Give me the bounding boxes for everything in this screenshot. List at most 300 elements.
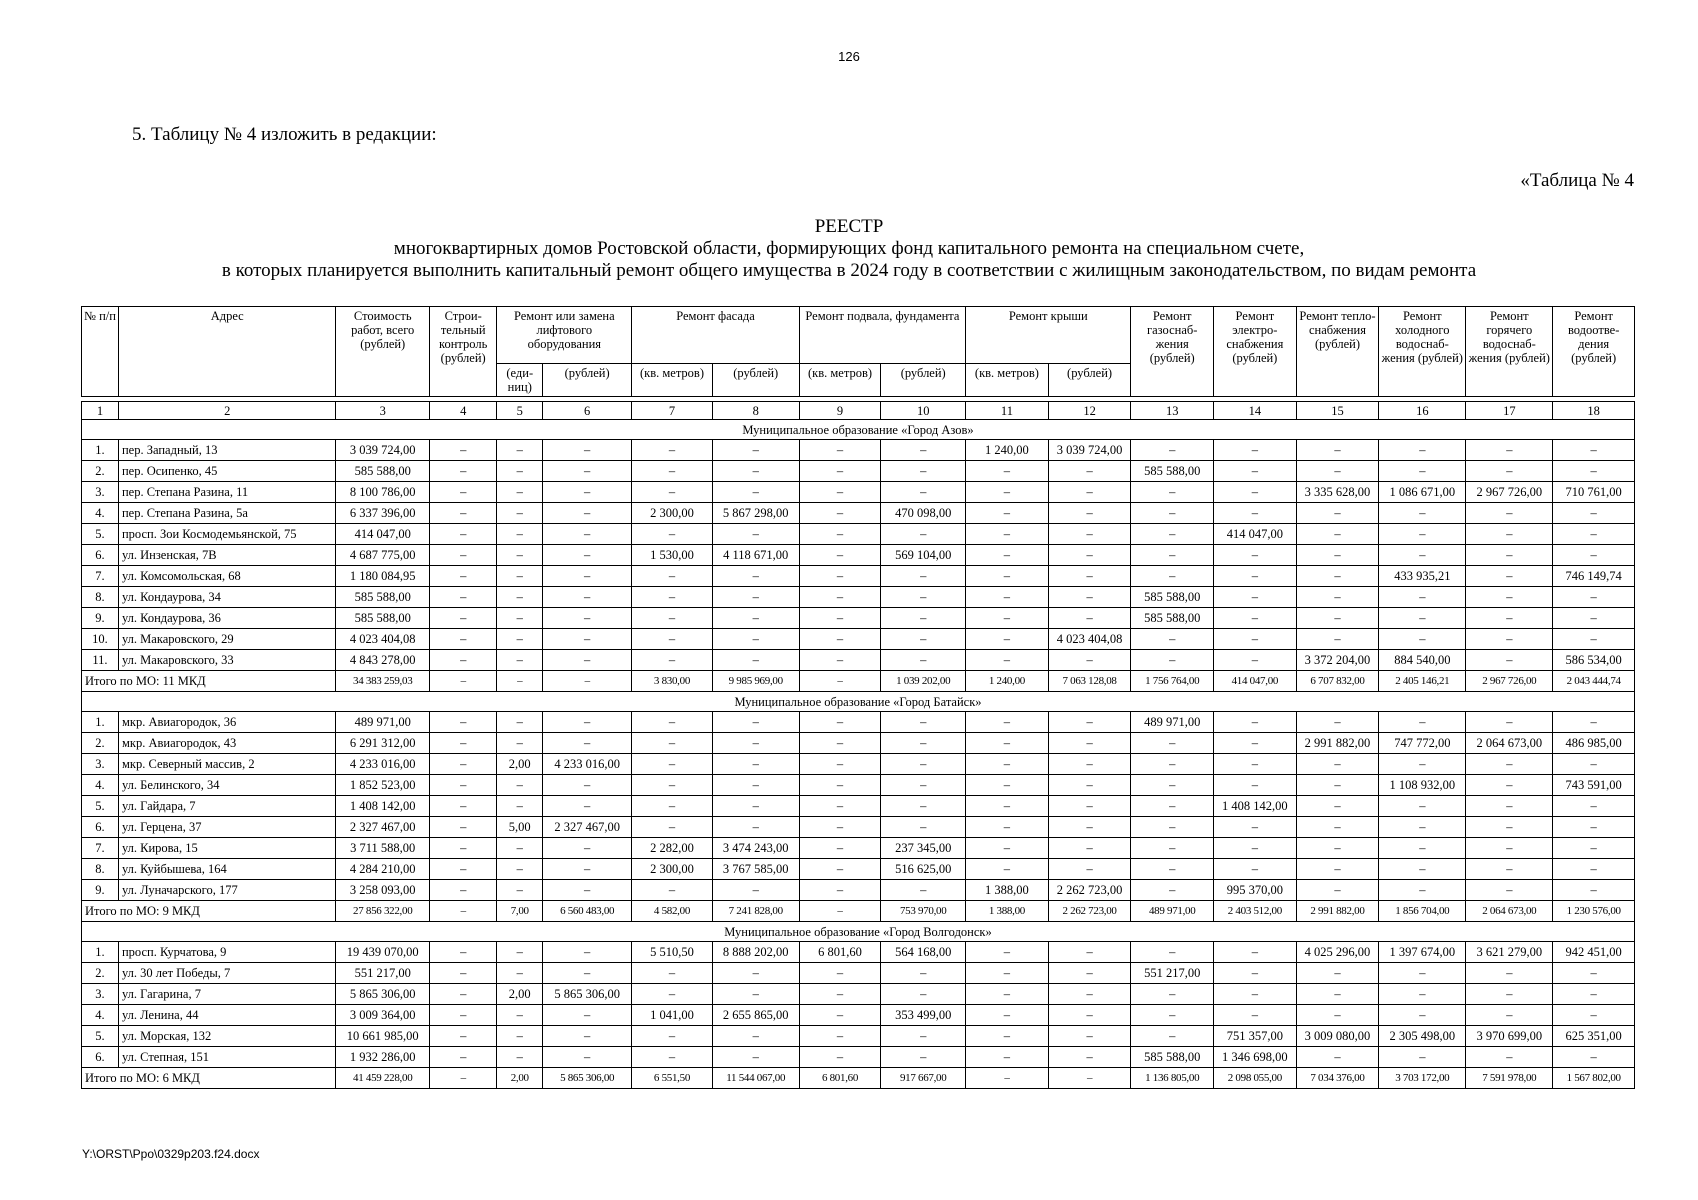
total-value: 1 388,00: [966, 901, 1049, 922]
row-value: –: [799, 1005, 881, 1026]
row-value: –: [429, 775, 496, 796]
section-title: Муниципальное образование «Город Азов»: [82, 420, 1635, 440]
row-value: –: [429, 796, 496, 817]
row-address: пер. Осипенко, 45: [118, 461, 336, 482]
total-value: 7 034 376,00: [1296, 1068, 1379, 1089]
row-value: –: [632, 650, 712, 671]
row-value: –: [1131, 566, 1214, 587]
header-address: Адрес: [118, 307, 336, 397]
total-value: 2 991 882,00: [1296, 901, 1379, 922]
row-number: 3.: [82, 482, 119, 503]
row-value: –: [1048, 963, 1131, 984]
row-value: –: [1214, 817, 1297, 838]
row-value: –: [632, 712, 712, 733]
row-value: –: [1048, 942, 1131, 963]
row-value: –: [1553, 608, 1635, 629]
row-value: –: [1131, 650, 1214, 671]
row-address: ул. Ленина, 44: [118, 1005, 336, 1026]
row-value: –: [1214, 440, 1297, 461]
row-value: –: [543, 545, 632, 566]
row-value: 1 852 523,00: [336, 775, 430, 796]
row-value: –: [632, 963, 712, 984]
row-value: –: [632, 796, 712, 817]
header-basement-sqm: (кв. метров): [799, 364, 881, 397]
row-value: 942 451,00: [1553, 942, 1635, 963]
section-title: Муниципальное образование «Город Батайск»: [82, 692, 1635, 712]
table-row: [82, 838, 1635, 859]
row-value: –: [1553, 817, 1635, 838]
row-value: 585 588,00: [1131, 1047, 1214, 1068]
row-value: –: [712, 461, 799, 482]
row-value: 586 534,00: [1553, 650, 1635, 671]
row-value: –: [543, 650, 632, 671]
row-value: –: [497, 963, 543, 984]
row-value: –: [1466, 775, 1553, 796]
row-value: 19 439 070,00: [336, 942, 430, 963]
total-value: 2 064 673,00: [1466, 901, 1553, 922]
row-address: пер. Степана Разина, 11: [118, 482, 336, 503]
total-value: 3 830,00: [632, 671, 712, 692]
row-value: –: [1214, 754, 1297, 775]
row-value: –: [1048, 796, 1131, 817]
row-value: 551 217,00: [1131, 963, 1214, 984]
row-value: –: [1048, 524, 1131, 545]
section-total-row: [82, 1068, 1635, 1089]
title-line-2: многоквартирных домов Ростовской области, формирующих фонд капитального ремонта на специальном счете,: [393, 238, 1305, 259]
row-value: 2 967 726,00: [1466, 482, 1553, 503]
table-row: [82, 1005, 1635, 1026]
row-number: 1.: [82, 440, 119, 461]
row-value: –: [712, 775, 799, 796]
row-number: 9.: [82, 880, 119, 901]
row-value: –: [543, 1026, 632, 1047]
title-line-1: РЕЕСТР: [814, 216, 884, 237]
row-value: 5,00: [497, 817, 543, 838]
table-row: [82, 608, 1635, 629]
row-value: –: [543, 838, 632, 859]
column-number: 17: [1466, 402, 1553, 420]
row-value: –: [1553, 629, 1635, 650]
total-value: 6 560 483,00: [543, 901, 632, 922]
row-value: –: [429, 838, 496, 859]
row-value: –: [1296, 440, 1379, 461]
row-value: –: [1048, 650, 1131, 671]
row-value: –: [543, 587, 632, 608]
row-value: –: [712, 440, 799, 461]
row-value: –: [966, 1005, 1049, 1026]
total-value: 7 241 828,00: [712, 901, 799, 922]
total-value: –: [429, 1068, 496, 1089]
row-value: –: [881, 524, 966, 545]
row-value: –: [799, 984, 881, 1005]
row-value: –: [1466, 838, 1553, 859]
section-total-row: [82, 901, 1635, 922]
row-value: –: [1296, 754, 1379, 775]
total-value: 1 567 802,00: [1553, 1068, 1635, 1089]
row-value: –: [799, 1026, 881, 1047]
row-value: 1 408 142,00: [336, 796, 430, 817]
table-header: [82, 307, 1635, 397]
row-value: –: [1048, 712, 1131, 733]
row-value: 1 240,00: [966, 440, 1049, 461]
row-value: –: [966, 963, 1049, 984]
row-value: 585 588,00: [336, 587, 430, 608]
row-value: –: [1379, 524, 1466, 545]
row-value: –: [1379, 629, 1466, 650]
table-row: [82, 880, 1635, 901]
column-number: 3: [336, 402, 430, 420]
row-value: 585 588,00: [1131, 608, 1214, 629]
row-value: –: [712, 1047, 799, 1068]
row-value: –: [1296, 880, 1379, 901]
row-value: –: [543, 796, 632, 817]
table-row: [82, 545, 1635, 566]
row-value: –: [1553, 503, 1635, 524]
row-value: –: [1131, 440, 1214, 461]
row-value: –: [1131, 1026, 1214, 1047]
row-value: –: [1296, 1005, 1379, 1026]
row-value: –: [966, 859, 1049, 880]
row-value: –: [712, 608, 799, 629]
header-control: Строи-тельный контроль (рублей): [429, 307, 496, 397]
row-value: 1 180 084,95: [336, 566, 430, 587]
row-number: 2.: [82, 461, 119, 482]
header-basement: Ремонт подвала, фундамента: [799, 307, 965, 364]
total-value: –: [1048, 1068, 1131, 1089]
total-value: 1 756 764,00: [1131, 671, 1214, 692]
row-number: 6.: [82, 545, 119, 566]
row-value: –: [429, 503, 496, 524]
row-value: –: [497, 880, 543, 901]
row-value: –: [712, 796, 799, 817]
row-value: –: [1379, 503, 1466, 524]
total-value: 2 043 444,74: [1553, 671, 1635, 692]
row-value: –: [881, 1026, 966, 1047]
row-value: 6 801,60: [799, 942, 881, 963]
row-value: –: [966, 461, 1049, 482]
row-value: 569 104,00: [881, 545, 966, 566]
row-value: –: [1466, 587, 1553, 608]
row-value: –: [1214, 712, 1297, 733]
row-value: 4 023 404,08: [336, 629, 430, 650]
table-body: [82, 397, 1635, 1089]
table-row: [82, 503, 1635, 524]
row-address: ул. Куйбышева, 164: [118, 859, 336, 880]
row-value: –: [632, 754, 712, 775]
row-number: 8.: [82, 859, 119, 880]
row-number: 4.: [82, 775, 119, 796]
row-value: –: [497, 1005, 543, 1026]
row-value: –: [966, 629, 1049, 650]
row-value: 489 971,00: [336, 712, 430, 733]
intro-text: 5. Таблицу № 4 изложить в редакции:: [132, 124, 437, 145]
row-value: –: [712, 587, 799, 608]
row-value: –: [1296, 545, 1379, 566]
document-title: [0, 216, 1698, 282]
row-value: –: [429, 859, 496, 880]
row-address: ул. Гагарина, 7: [118, 984, 336, 1005]
row-value: –: [881, 880, 966, 901]
column-number: 9: [799, 402, 881, 420]
row-value: –: [632, 1026, 712, 1047]
row-value: –: [799, 775, 881, 796]
row-value: –: [1048, 859, 1131, 880]
row-value: –: [1553, 838, 1635, 859]
column-number: 10: [881, 402, 966, 420]
row-value: –: [881, 440, 966, 461]
row-value: –: [1553, 796, 1635, 817]
row-value: –: [966, 838, 1049, 859]
column-number: 14: [1214, 402, 1297, 420]
row-value: –: [1214, 503, 1297, 524]
header-lift: Ремонт или замена лифтового оборудования: [497, 307, 632, 364]
row-value: –: [1214, 838, 1297, 859]
row-value: –: [1214, 566, 1297, 587]
row-value: –: [543, 1005, 632, 1026]
row-address: ул. Макаровского, 29: [118, 629, 336, 650]
column-number: 2: [118, 402, 336, 420]
row-value: –: [1466, 817, 1553, 838]
row-value: –: [799, 566, 881, 587]
table-row: [82, 482, 1635, 503]
row-value: –: [1296, 1047, 1379, 1068]
row-value: –: [543, 963, 632, 984]
row-value: –: [1466, 545, 1553, 566]
header-heat: Ремонт тепло-снабжения (рублей): [1296, 307, 1379, 397]
row-value: –: [1131, 754, 1214, 775]
row-value: 1 397 674,00: [1379, 942, 1466, 963]
total-value: –: [543, 671, 632, 692]
row-address: ул. Кирова, 15: [118, 838, 336, 859]
row-value: –: [497, 712, 543, 733]
row-value: –: [1131, 503, 1214, 524]
row-value: –: [966, 482, 1049, 503]
row-value: –: [1131, 545, 1214, 566]
row-value: –: [1048, 503, 1131, 524]
row-value: –: [1553, 1047, 1635, 1068]
row-value: –: [1379, 817, 1466, 838]
row-value: –: [1296, 984, 1379, 1005]
row-value: 4 023 404,08: [1048, 629, 1131, 650]
row-value: 4 284 210,00: [336, 859, 430, 880]
table-row: [82, 963, 1635, 984]
row-value: 2 300,00: [632, 859, 712, 880]
row-value: 3 767 585,00: [712, 859, 799, 880]
row-value: –: [881, 796, 966, 817]
row-value: –: [712, 524, 799, 545]
row-value: –: [712, 817, 799, 838]
table-row: [82, 629, 1635, 650]
total-value: 2 967 726,00: [1466, 671, 1553, 692]
total-value: 4 582,00: [632, 901, 712, 922]
row-value: –: [966, 1026, 1049, 1047]
row-value: 489 971,00: [1131, 712, 1214, 733]
row-value: –: [429, 754, 496, 775]
row-value: –: [1466, 1047, 1553, 1068]
row-address: ул. Морская, 132: [118, 1026, 336, 1047]
row-value: –: [543, 524, 632, 545]
row-value: –: [881, 461, 966, 482]
row-value: –: [1296, 859, 1379, 880]
total-label: Итого по МО: 9 МКД: [82, 901, 336, 922]
row-value: 8 100 786,00: [336, 482, 430, 503]
row-value: 3 621 279,00: [1466, 942, 1553, 963]
row-address: ул. Степная, 151: [118, 1047, 336, 1068]
row-value: –: [543, 461, 632, 482]
header-facade: Ремонт фасада: [632, 307, 799, 364]
total-value: 2 098 055,00: [1214, 1068, 1297, 1089]
row-value: –: [799, 608, 881, 629]
row-value: –: [1379, 880, 1466, 901]
row-value: –: [881, 482, 966, 503]
row-value: –: [429, 650, 496, 671]
row-value: –: [1048, 754, 1131, 775]
row-value: –: [429, 1047, 496, 1068]
row-value: –: [799, 650, 881, 671]
row-value: –: [966, 796, 1049, 817]
header-facade-sqm: (кв. метров): [632, 364, 712, 397]
row-value: 747 772,00: [1379, 733, 1466, 754]
row-value: –: [1296, 796, 1379, 817]
row-value: –: [543, 880, 632, 901]
row-value: –: [799, 587, 881, 608]
row-value: –: [429, 629, 496, 650]
row-value: 3 009 364,00: [336, 1005, 430, 1026]
row-value: –: [881, 650, 966, 671]
row-value: –: [1553, 754, 1635, 775]
row-number: 3.: [82, 754, 119, 775]
row-number: 7.: [82, 838, 119, 859]
row-value: –: [1214, 629, 1297, 650]
row-value: –: [966, 566, 1049, 587]
total-value: 1 039 202,00: [881, 671, 966, 692]
row-value: –: [543, 712, 632, 733]
column-number: 12: [1048, 402, 1131, 420]
row-value: –: [1466, 629, 1553, 650]
row-value: –: [429, 587, 496, 608]
row-value: –: [712, 629, 799, 650]
row-address: ул. Макаровского, 33: [118, 650, 336, 671]
row-value: 6 291 312,00: [336, 733, 430, 754]
row-value: –: [1466, 650, 1553, 671]
total-value: –: [497, 671, 543, 692]
row-value: 5 865 306,00: [336, 984, 430, 1005]
table-row: [82, 984, 1635, 1005]
row-value: –: [799, 503, 881, 524]
row-value: –: [497, 1047, 543, 1068]
row-value: –: [632, 440, 712, 461]
row-value: 5 867 298,00: [712, 503, 799, 524]
row-value: –: [1048, 545, 1131, 566]
row-value: –: [881, 712, 966, 733]
row-value: –: [966, 545, 1049, 566]
row-value: 237 345,00: [881, 838, 966, 859]
row-value: –: [1553, 963, 1635, 984]
row-value: –: [712, 754, 799, 775]
row-value: –: [1214, 608, 1297, 629]
row-value: –: [429, 817, 496, 838]
row-value: 1 932 286,00: [336, 1047, 430, 1068]
row-number: 2.: [82, 733, 119, 754]
row-value: –: [712, 566, 799, 587]
row-value: 2 064 673,00: [1466, 733, 1553, 754]
row-value: –: [497, 1026, 543, 1047]
row-value: 414 047,00: [336, 524, 430, 545]
row-number: 7.: [82, 566, 119, 587]
total-value: 2 403 512,00: [1214, 901, 1297, 922]
table-row: [82, 817, 1635, 838]
row-value: –: [1466, 503, 1553, 524]
row-value: –: [966, 942, 1049, 963]
total-value: 1 230 576,00: [1553, 901, 1635, 922]
row-value: –: [1048, 1047, 1131, 1068]
row-value: 710 761,00: [1553, 482, 1635, 503]
row-number: 6.: [82, 817, 119, 838]
row-value: –: [1214, 482, 1297, 503]
row-value: –: [1131, 1005, 1214, 1026]
total-label: Итого по МО: 11 МКД: [82, 671, 336, 692]
row-address: ул. 30 лет Победы, 7: [118, 963, 336, 984]
row-value: 4 687 775,00: [336, 545, 430, 566]
row-value: –: [881, 754, 966, 775]
row-value: –: [1048, 838, 1131, 859]
row-value: –: [429, 1026, 496, 1047]
table-row: [82, 524, 1635, 545]
row-number: 1.: [82, 942, 119, 963]
row-value: 585 588,00: [1131, 461, 1214, 482]
table-label: «Таблица № 4: [1520, 170, 1634, 191]
header-lift-rubles: (рублей): [543, 364, 632, 397]
row-value: –: [1553, 461, 1635, 482]
row-value: 2 991 882,00: [1296, 733, 1379, 754]
row-value: 3 711 588,00: [336, 838, 430, 859]
row-value: –: [1553, 880, 1635, 901]
row-value: –: [1466, 754, 1553, 775]
row-value: –: [632, 733, 712, 754]
row-address: мкр. Авиагородок, 43: [118, 733, 336, 754]
row-value: –: [632, 524, 712, 545]
column-number: 16: [1379, 402, 1466, 420]
row-value: 551 217,00: [336, 963, 430, 984]
row-value: –: [497, 566, 543, 587]
row-value: 1 408 142,00: [1214, 796, 1297, 817]
row-address: пер. Степана Разина, 5а: [118, 503, 336, 524]
row-value: –: [966, 524, 1049, 545]
row-value: –: [543, 629, 632, 650]
row-value: 4 025 296,00: [1296, 942, 1379, 963]
row-value: –: [1379, 984, 1466, 1005]
section-title-row: [82, 420, 1635, 440]
header-drainage: Ремонт водоотве-дения (рублей): [1553, 307, 1635, 397]
row-value: –: [1048, 1026, 1131, 1047]
row-value: –: [1131, 733, 1214, 754]
table-row: [82, 733, 1635, 754]
row-value: –: [497, 650, 543, 671]
row-number: 4.: [82, 1005, 119, 1026]
row-value: 995 370,00: [1214, 880, 1297, 901]
row-value: –: [1379, 1047, 1466, 1068]
row-value: –: [799, 733, 881, 754]
row-value: –: [1296, 503, 1379, 524]
row-value: –: [497, 733, 543, 754]
row-value: –: [632, 461, 712, 482]
row-value: –: [712, 650, 799, 671]
row-value: –: [429, 461, 496, 482]
row-value: –: [881, 629, 966, 650]
row-value: 2 282,00: [632, 838, 712, 859]
row-value: –: [1466, 984, 1553, 1005]
row-value: –: [429, 524, 496, 545]
